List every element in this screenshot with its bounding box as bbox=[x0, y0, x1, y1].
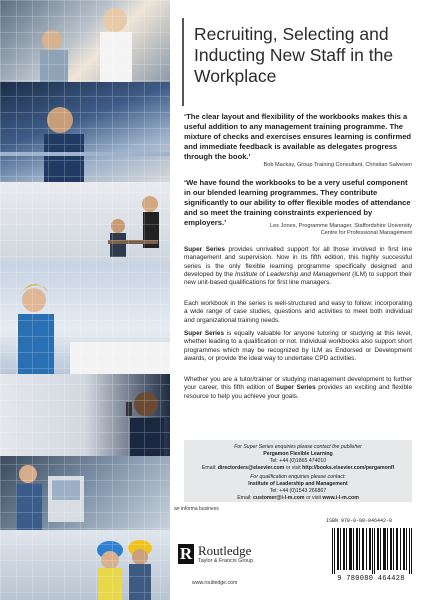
barcode bbox=[326, 518, 416, 584]
publisher-enquiries-line bbox=[184, 444, 412, 450]
quote-2-attribution-line-2: Centre for Professional Management bbox=[320, 230, 412, 236]
photo-meeting bbox=[0, 182, 170, 262]
barcode-bars bbox=[332, 528, 414, 574]
photo-worker-welding bbox=[0, 82, 170, 182]
paragraph-4-text-b: provides an exciting and flexible resource to help you achieve your goals. bbox=[184, 384, 413, 400]
contact-text: enquiries please contact the publisher bbox=[273, 444, 362, 450]
photo-factory-worker bbox=[0, 456, 170, 530]
institute-email-line bbox=[184, 495, 412, 501]
photo-nurse bbox=[0, 262, 170, 374]
institute-url-link[interactable]: www.i-l-m.com bbox=[322, 495, 359, 501]
series-name: Super Series bbox=[184, 330, 225, 337]
contact-text: Email: bbox=[201, 465, 218, 471]
publisher-name bbox=[184, 451, 412, 457]
contact-text: or visit bbox=[304, 495, 323, 501]
institute-name: Institute of Leadership and Management bbox=[235, 270, 351, 278]
series-name: Super Series bbox=[184, 246, 225, 253]
photo-hard-hats bbox=[0, 530, 170, 600]
paragraph-2: Each workbook in the series is well-structured and easy to follow; incorporating a wide range of case studies, questions and activities to meet both individual and organizational training needs. bbox=[184, 300, 412, 324]
publisher-email-line bbox=[184, 465, 412, 471]
publisher-name-text: Pergamon Flexible Learning bbox=[263, 451, 333, 457]
paragraph-4-text-a: Whether you are a tutor/trainer or studying management development to further your career, this fifth edition of bbox=[184, 376, 412, 392]
paragraph-1-text-b: (ILM) to support their new unit-based qualifications for first line managers. bbox=[184, 270, 412, 287]
contact-text: For bbox=[234, 444, 244, 450]
quote-2: ‘We have found the workbooks to be a very useful component in our blended learning programmes. They contribute significantly to our ability to offer flexible modes of attendance and so meet the training constraints experienced by employers.’ bbox=[184, 178, 411, 227]
institute-email-link[interactable]: customer@i-l-m.com bbox=[253, 495, 305, 501]
quote-1-attribution: Bob Mackay, Group Training Consultant, Christian Salvesen bbox=[263, 162, 412, 168]
barcode-number: 9 780080 464428 bbox=[337, 575, 405, 583]
paragraph-1-text-a: provides unrivalled support for all those involved in first line management and supervision. Now in its fifth edition, this highly successful series is the only flexible learning programme specifically designed and developed by the bbox=[184, 246, 413, 278]
photo-engineers bbox=[0, 0, 170, 82]
photo-call-centre bbox=[0, 374, 170, 456]
book-title: Recruiting, Selecting and Inducting New Staff in the Workplace bbox=[194, 24, 394, 86]
contact-text: Email: bbox=[237, 495, 254, 501]
photo-collage bbox=[0, 0, 170, 600]
paragraph-1 bbox=[184, 246, 412, 287]
paragraph-4 bbox=[184, 376, 412, 401]
publisher-phone: Tel: +44 (0)1865 474010 bbox=[269, 458, 327, 464]
informa-tagline: an informa business bbox=[174, 506, 219, 512]
qualification-enquiries-line bbox=[184, 474, 412, 480]
paragraph-3 bbox=[184, 330, 412, 363]
publisher-email-link[interactable]: directorders@elsevier.com bbox=[217, 465, 285, 471]
isbn-text: ISBN 978-0-08-046442-8 bbox=[326, 518, 393, 524]
contact-text: or visit bbox=[284, 465, 303, 471]
paragraph-3-text: is equally valuable for anyone tutoring or studying at this level, whether leading to a qualification or not. Individual workbooks also support short programmes which may be recognized by ILM as Endorsed or Development awards, or provide the ideal way to undertake CPD activities. bbox=[184, 330, 412, 362]
routledge-logo-icon: R bbox=[179, 544, 193, 563]
publisher-url-link[interactable]: http://books.elsevier.com/pergamonfl bbox=[302, 465, 395, 471]
institute-phone: Tel: +44 (0)1543 266867 bbox=[269, 488, 327, 494]
quote-2-attribution-line-1: Les Jones, Programme Manager, Staffordshire University bbox=[270, 223, 412, 229]
institute-name-line bbox=[184, 481, 412, 487]
contact-text: For qualification enquiries please contact: bbox=[250, 474, 346, 480]
quote-1: ‘The clear layout and flexibility of the workbooks makes this a useful addition to any management training programme. The mixture of checks and exercises ensures learning is confirmed and immediate feedback is available as delegates progress through the book.’ bbox=[184, 112, 412, 161]
institute-name-text: Institute of Leadership and Management bbox=[248, 481, 348, 487]
publisher-group: Taylor & Francis Group bbox=[198, 558, 254, 564]
contact-series: Super Series bbox=[243, 444, 274, 450]
contact-box bbox=[184, 440, 412, 502]
publisher-brand: Routledge bbox=[198, 543, 252, 558]
series-name: Super Series bbox=[275, 384, 316, 392]
title-rule bbox=[182, 18, 416, 106]
publisher-website[interactable]: www.routledge.com bbox=[192, 580, 238, 586]
